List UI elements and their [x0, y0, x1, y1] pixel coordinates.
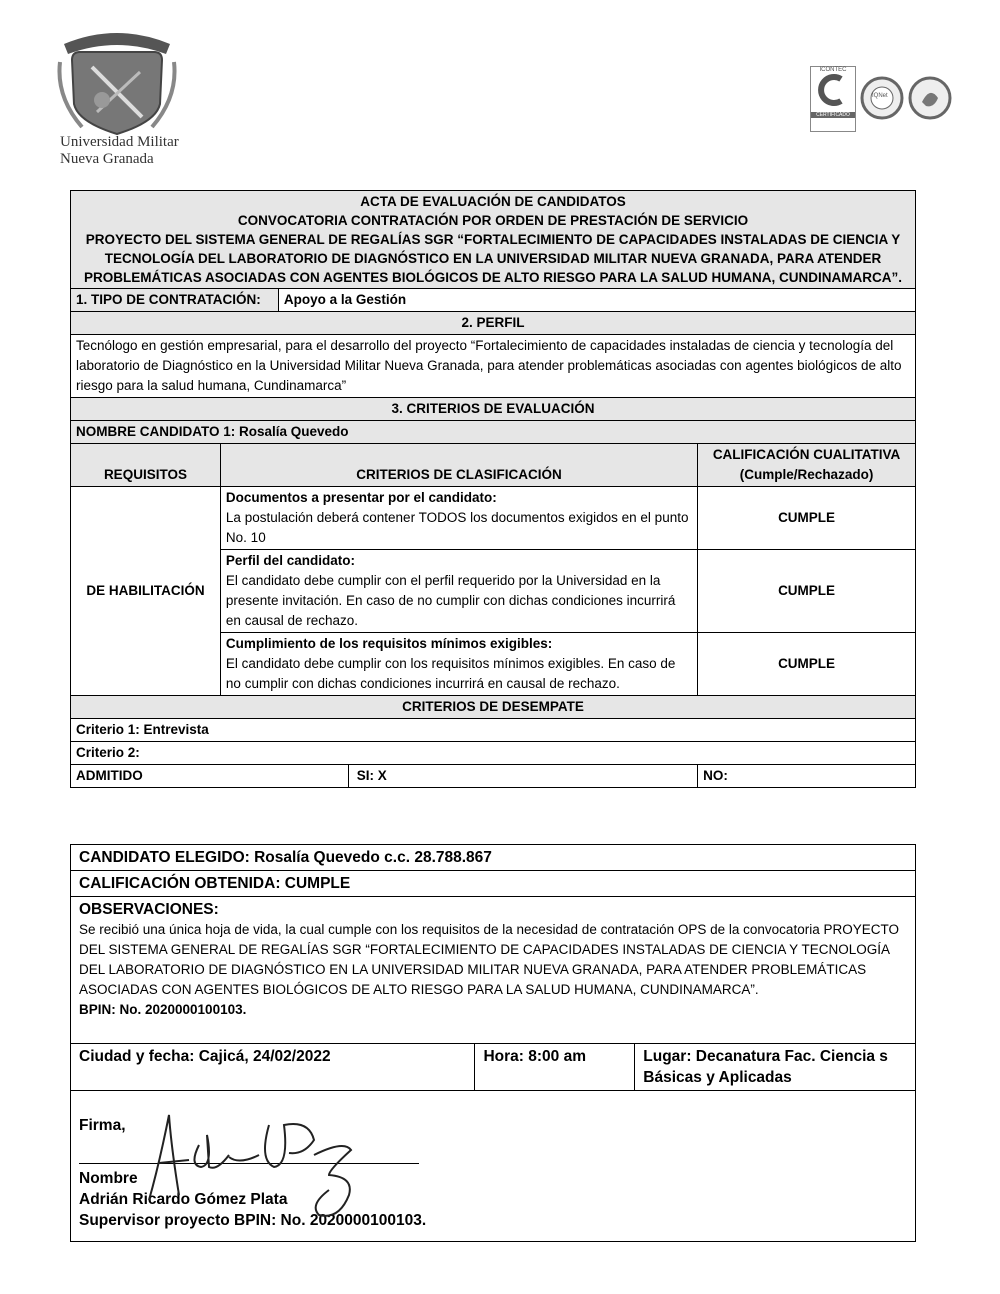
criterio-result: CUMPLE — [698, 550, 916, 633]
acta-title — [71, 191, 916, 289]
observaciones-label: OBSERVACIONES: — [79, 901, 219, 918]
candidato-elegido: CANDIDATO ELEGIDO: Rosalía Quevedo c.c. 28.788.867 — [71, 845, 916, 871]
ciudad-fecha: Ciudad y fecha: Cajicá, 24/02/2022 — [71, 1044, 475, 1091]
admitido-si: SI: X — [348, 765, 697, 788]
certificado-label: CERTIFICADO — [811, 112, 855, 118]
col-header-criterios: CRITERIOS DE CLASIFICACIÓN — [220, 444, 697, 487]
acta-title-line: PROYECTO DEL SISTEMA GENERAL DE REGALÍAS SGR “FORTALECIMIENTO DE CAPACIDADES INSTALADAS DE CIENCIA Y — [85, 232, 901, 247]
supervisor-cargo: Supervisor proyecto BPIN: No. 2020000100103. — [79, 1212, 427, 1229]
university-name-line2: Nueva Granada — [60, 151, 154, 167]
handwritten-signature — [89, 1105, 409, 1225]
perfil-header: 2. PERFIL — [71, 312, 916, 335]
criterio-text: El candidato debe cumplir con el perfil requerido por la Universidad en la presente invitación. En caso de no cumplir con dichas condiciones incurrirá en causal de rechazo. — [225, 573, 676, 628]
col-header-requisitos: REQUISITOS — [71, 444, 221, 487]
icontec-c-icon — [811, 73, 855, 107]
criterio-row — [220, 487, 697, 550]
acta-title-line: PROBLEMÁTICAS ASOCIADAS CON AGENTES BIOLÓGICOS DE ALTO RIESGO PARA LA SALUD HUMANA, CUNDINAMARCA”. — [83, 270, 902, 285]
col-header-calificacion-line2: (Cumple/Rechazado) — [739, 467, 874, 482]
col-header-calificacion-line1: CALIFICACIÓN CUALITATIVA — [712, 447, 901, 462]
admitido-label: ADMITIDO — [71, 765, 349, 788]
criterio-result: CUMPLE — [698, 633, 916, 696]
observaciones-bpin: BPIN: No. 2020000100103. — [79, 1002, 247, 1017]
acta-title-line: ACTA DE EVALUACIÓN DE CANDIDATOS — [360, 194, 626, 209]
admitido-no: NO: — [698, 765, 916, 788]
lugar: Lugar: Decanatura Fac. Ciencia s Básicas y Aplicadas — [635, 1044, 916, 1091]
criterio-text: La postulación deberá contener TODOS los documentos exigidos en el punto No. 10 — [225, 510, 689, 545]
criterio-title: Cumplimiento de los requisitos mínimos exigibles: — [225, 636, 553, 651]
icontec-logo — [810, 66, 856, 132]
evaluation-table — [70, 190, 916, 788]
criterio-text: El candidato debe cumplir con los requisitos mínimos exigibles. En caso de no cumplir con dichas condiciones incurrirá en causal de rechazo. — [225, 656, 676, 691]
university-name-line1: Universidad Militar — [60, 134, 179, 150]
icontec-label: ICONTEC — [819, 67, 847, 73]
university-logo — [52, 22, 182, 167]
certification-seal-icon — [908, 76, 952, 120]
criterio-title: Perfil del candidato: — [225, 553, 355, 568]
criterios-header: 3. CRITERIOS DE EVALUACIÓN — [71, 398, 916, 421]
acta-title-line: CONVOCATORIA CONTRATACIÓN POR ORDEN DE PRESTACIÓN DE SERVICIO — [237, 213, 749, 228]
calificacion-obtenida: CALIFICACIÓN OBTENIDA: CUMPLE — [71, 871, 916, 897]
col-header-calificacion — [698, 444, 916, 487]
perfil-text: Tecnólogo en gestión empresarial, para el desarrollo del proyecto “Fortalecimiento de capacidades instaladas de ciencia y tecnología del laboratorio de Diagnóstico en la Universidad Militar Nueva Granada, para atender problemáticas asociadas con agentes biológicos de alto riesgo para la salud humana, Cundinamarca” — [71, 335, 916, 398]
certification-logos — [808, 66, 954, 132]
criterio-result: CUMPLE — [698, 487, 916, 550]
nombre-label: Nombre — [79, 1170, 138, 1187]
requisito-habilitacion: DE HABILITACIÓN — [71, 487, 221, 696]
hora: Hora: 8:00 am — [475, 1044, 635, 1091]
tipo-contratacion-label: 1. TIPO DE CONTRATACIÓN: — [71, 289, 279, 312]
tipo-contratacion-value: Apoyo a la Gestión — [278, 289, 915, 312]
criterio-2: Criterio 2: — [71, 742, 916, 765]
nombre-value: Adrián Ricardo Gómez Plata — [79, 1191, 288, 1208]
observaciones — [71, 897, 916, 1044]
criterio-title: Documentos a presentar por el candidato: — [225, 490, 497, 505]
result-table — [70, 844, 916, 1242]
university-crest-icon — [52, 22, 182, 137]
criterio-row — [220, 633, 697, 696]
criterio-row — [220, 550, 697, 633]
acta-title-line: TECNOLOGÍA DEL LABORATORIO DE DIAGNÓSTICO EN LA UNIVERSIDAD MILITAR NUEVA GRANADA, PARA ATENDER — [104, 251, 882, 266]
firma-label: Firma, — [79, 1117, 126, 1134]
firma-section — [71, 1091, 916, 1242]
desempate-header: CRITERIOS DE DESEMPATE — [71, 696, 916, 719]
observaciones-text: Se recibió una única hoja de vida, la cual cumple con los requisitos de la necesidad de contratación OPS de la convocatoria PROYECTO DEL SISTEMA GENERAL DE REGALÍAS SGR “FORTALECIMIENTO DE CAPACIDADES INSTALADAS DE CIENCIA Y TECNOLOGÍA DEL LABORATORIO DE DIAGNÓSTICO EN LA UNIVERSIDAD MILITAR NUEVA GRANADA, PARA ATENDER PROBLEMÁTICAS ASOCIADAS CON AGENTES BIOLÓGICOS DE ALTO RIESGO PARA LA SALUD HUMANA, CUNDINAMARCA”. — [79, 922, 899, 997]
candidato-name: NOMBRE CANDIDATO 1: Rosalía Quevedo — [71, 421, 916, 444]
logo-motto: SCIENTIA PATRIAE FAMILIAE — [70, 28, 178, 34]
iqnet-label: IQNet — [872, 93, 888, 99]
criterio-1: Criterio 1: Entrevista — [71, 719, 916, 742]
